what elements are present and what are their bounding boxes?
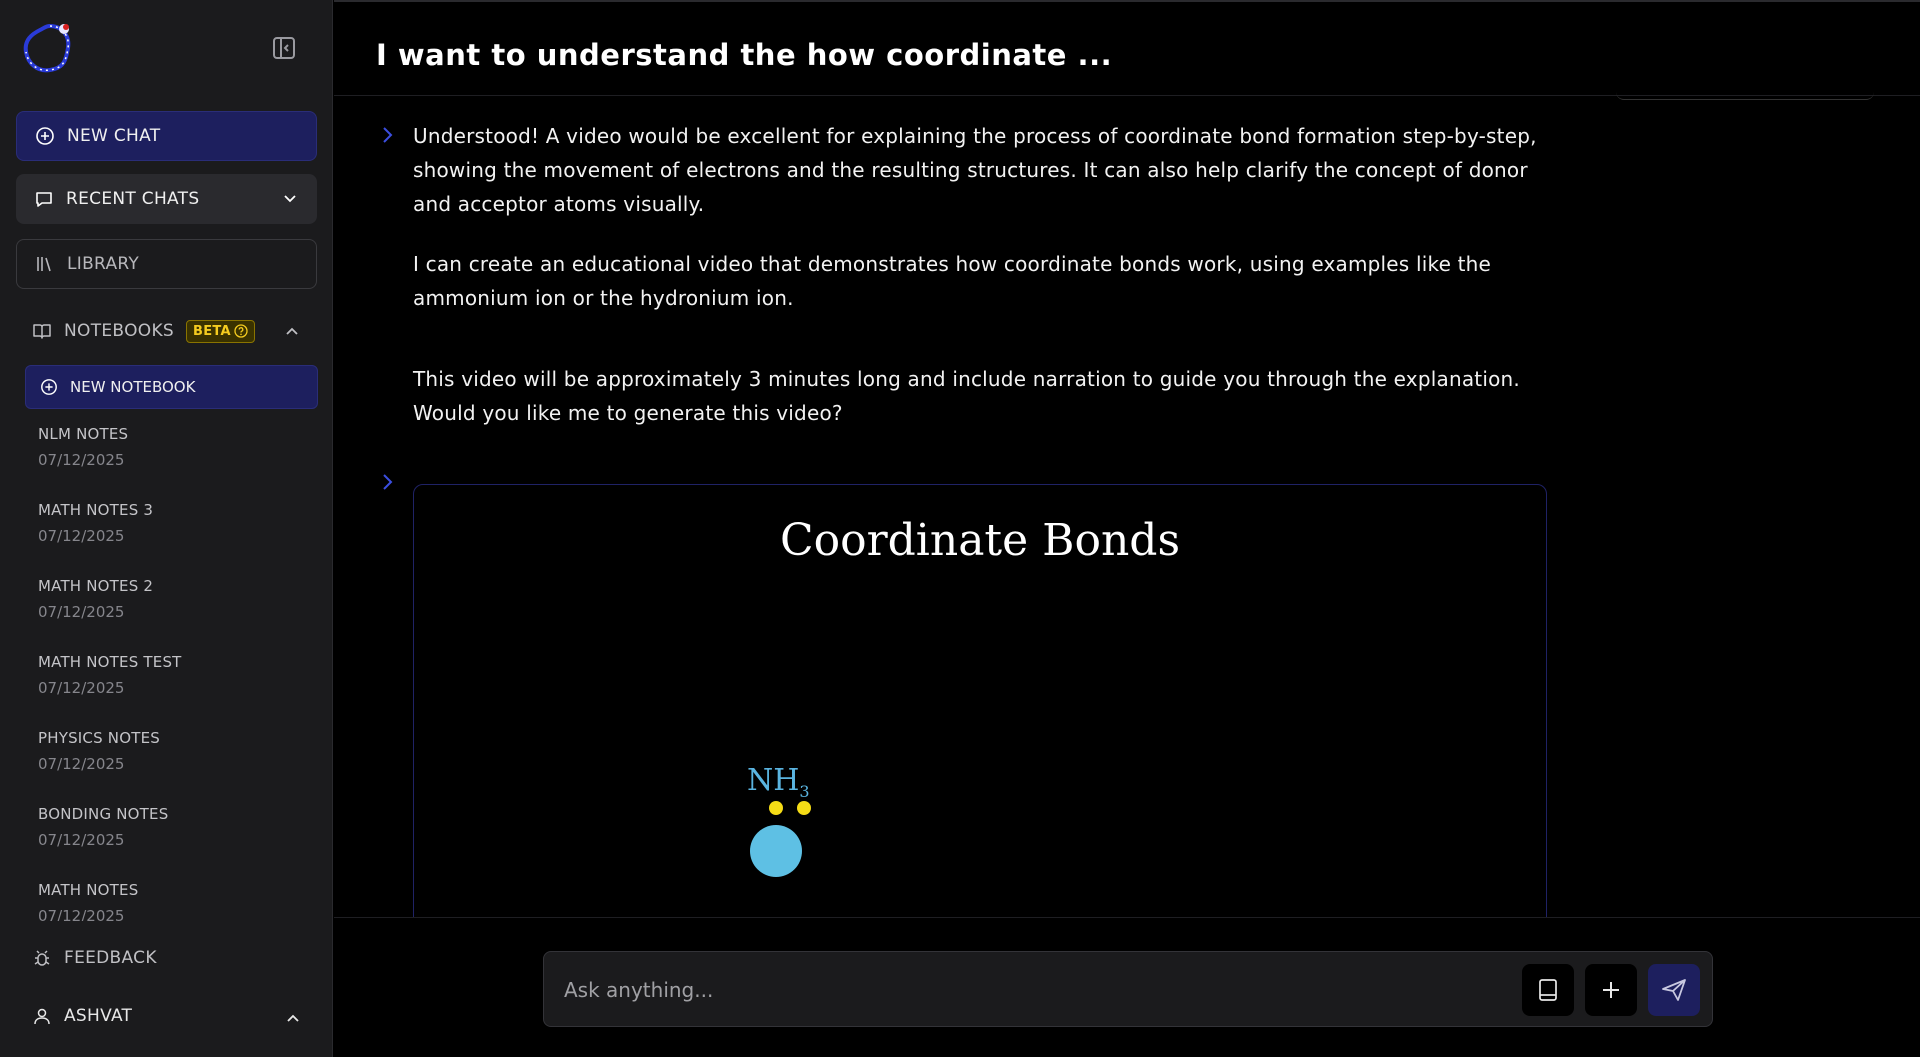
- library-icon: [35, 254, 55, 274]
- notebook-item[interactable]: [38, 501, 318, 577]
- notebook-item[interactable]: [38, 577, 318, 653]
- video-title: Coordinate Bonds: [779, 515, 1181, 566]
- notebook-title: BONDING NOTES: [38, 805, 169, 823]
- electron-dot: [797, 801, 811, 815]
- new-notebook-button[interactable]: [25, 365, 318, 409]
- recent-chats-button[interactable]: [16, 174, 317, 224]
- sidebar-collapse-button[interactable]: [270, 34, 298, 62]
- molecule-label: [747, 763, 810, 801]
- notebook-title: MATH NOTES TEST: [38, 653, 182, 671]
- chat-header: [334, 0, 1920, 96]
- user-menu[interactable]: [32, 1006, 302, 1026]
- video-player[interactable]: [413, 484, 1547, 917]
- chevron-up-icon: [284, 1010, 302, 1033]
- new-chat-label: NEW CHAT: [67, 126, 161, 146]
- composer-area: [334, 917, 1920, 1057]
- notebooks-label: NOTEBOOKS: [64, 321, 174, 341]
- user-icon: [32, 1006, 52, 1026]
- bug-icon: [32, 948, 52, 968]
- notebook-date: 07/12/2025: [38, 679, 125, 697]
- feedback-label: FEEDBACK: [64, 948, 157, 968]
- notebooks-section-toggle[interactable]: [32, 316, 317, 346]
- plus-circle-icon: [40, 378, 58, 396]
- beta-badge[interactable]: [186, 320, 255, 343]
- video-expand-chevron-icon[interactable]: [380, 472, 396, 496]
- notebook-title: MATH NOTES 2: [38, 577, 154, 595]
- recent-chats-label: RECENT CHATS: [66, 189, 200, 209]
- sidebar: [0, 0, 333, 1057]
- notebook-title: NLM NOTES: [38, 425, 129, 443]
- notebook-item[interactable]: [38, 425, 318, 501]
- molecule-formula: NH: [747, 763, 800, 798]
- chevron-down-icon: [281, 189, 299, 212]
- notebook-attach-button[interactable]: [1522, 964, 1574, 1016]
- book-open-icon: [32, 321, 52, 341]
- notebook-title: MATH NOTES: [38, 881, 139, 899]
- notebook-date: 07/12/2025: [38, 527, 125, 545]
- sidebar-collapse-icon: [272, 36, 296, 60]
- send-icon: [1661, 978, 1687, 1002]
- electron-dot: [769, 801, 783, 815]
- user-name: ASHVAT: [64, 1006, 133, 1026]
- notebook-date: 07/12/2025: [38, 755, 125, 773]
- notebook-list: [38, 425, 318, 921]
- feedback-button[interactable]: [32, 948, 157, 968]
- app-logo[interactable]: [20, 20, 76, 76]
- molecule-subscript: 3: [799, 782, 810, 801]
- chat-bubble-icon: [34, 189, 54, 209]
- notebook-item[interactable]: [38, 805, 318, 881]
- notebook-item[interactable]: [38, 729, 318, 805]
- chat-content: [334, 97, 1920, 917]
- notebook-item[interactable]: [38, 881, 318, 921]
- notebook-title: MATH NOTES 3: [38, 501, 154, 519]
- notebook-title: PHYSICS NOTES: [38, 729, 160, 747]
- notebook-date: 07/12/2025: [38, 451, 125, 469]
- chat-title: I want to understand the how coordinate ...: [376, 38, 1113, 72]
- beta-label: BETA: [193, 323, 231, 339]
- library-button[interactable]: [16, 239, 317, 289]
- library-label: LIBRARY: [67, 254, 140, 274]
- chevron-up-icon: [283, 323, 301, 346]
- send-button[interactable]: [1648, 964, 1700, 1016]
- composer-box: [543, 951, 1713, 1027]
- help-circle-icon: [234, 324, 248, 338]
- plus-icon: [1600, 979, 1622, 1001]
- notebook-date: 07/12/2025: [38, 831, 125, 849]
- notebook-date: 07/12/2025: [38, 907, 125, 921]
- assistant-message-paragraph: I can create an educational video that demonstrates how coordinate bonds work, using examples like the ammonium ion or the hydronium ion.: [413, 252, 1492, 310]
- add-attachment-button[interactable]: [1585, 964, 1637, 1016]
- assistant-message-paragraph: Understood! A video would be excellent for explaining the process of coordinate bond formation step-by-step, showing the movement of electrons and the resulting structures. It can also help clarify the concept of donor and acceptor atoms visually.: [413, 124, 1537, 216]
- assistant-message-paragraph: This video will be approximately 3 minutes long and include narration to guide you through the explanation. Would you like me to generate this video?: [413, 367, 1520, 425]
- notebook-date: 07/12/2025: [38, 603, 125, 621]
- message-expand-chevron-icon[interactable]: [380, 125, 396, 149]
- new-chat-button[interactable]: [16, 111, 317, 161]
- ask-input[interactable]: [564, 970, 1504, 1010]
- plus-circle-icon: [35, 126, 55, 146]
- book-icon: [1537, 978, 1559, 1002]
- notebook-item[interactable]: [38, 653, 318, 729]
- nitrogen-atom: [750, 825, 802, 877]
- new-notebook-label: NEW NOTEBOOK: [70, 378, 196, 396]
